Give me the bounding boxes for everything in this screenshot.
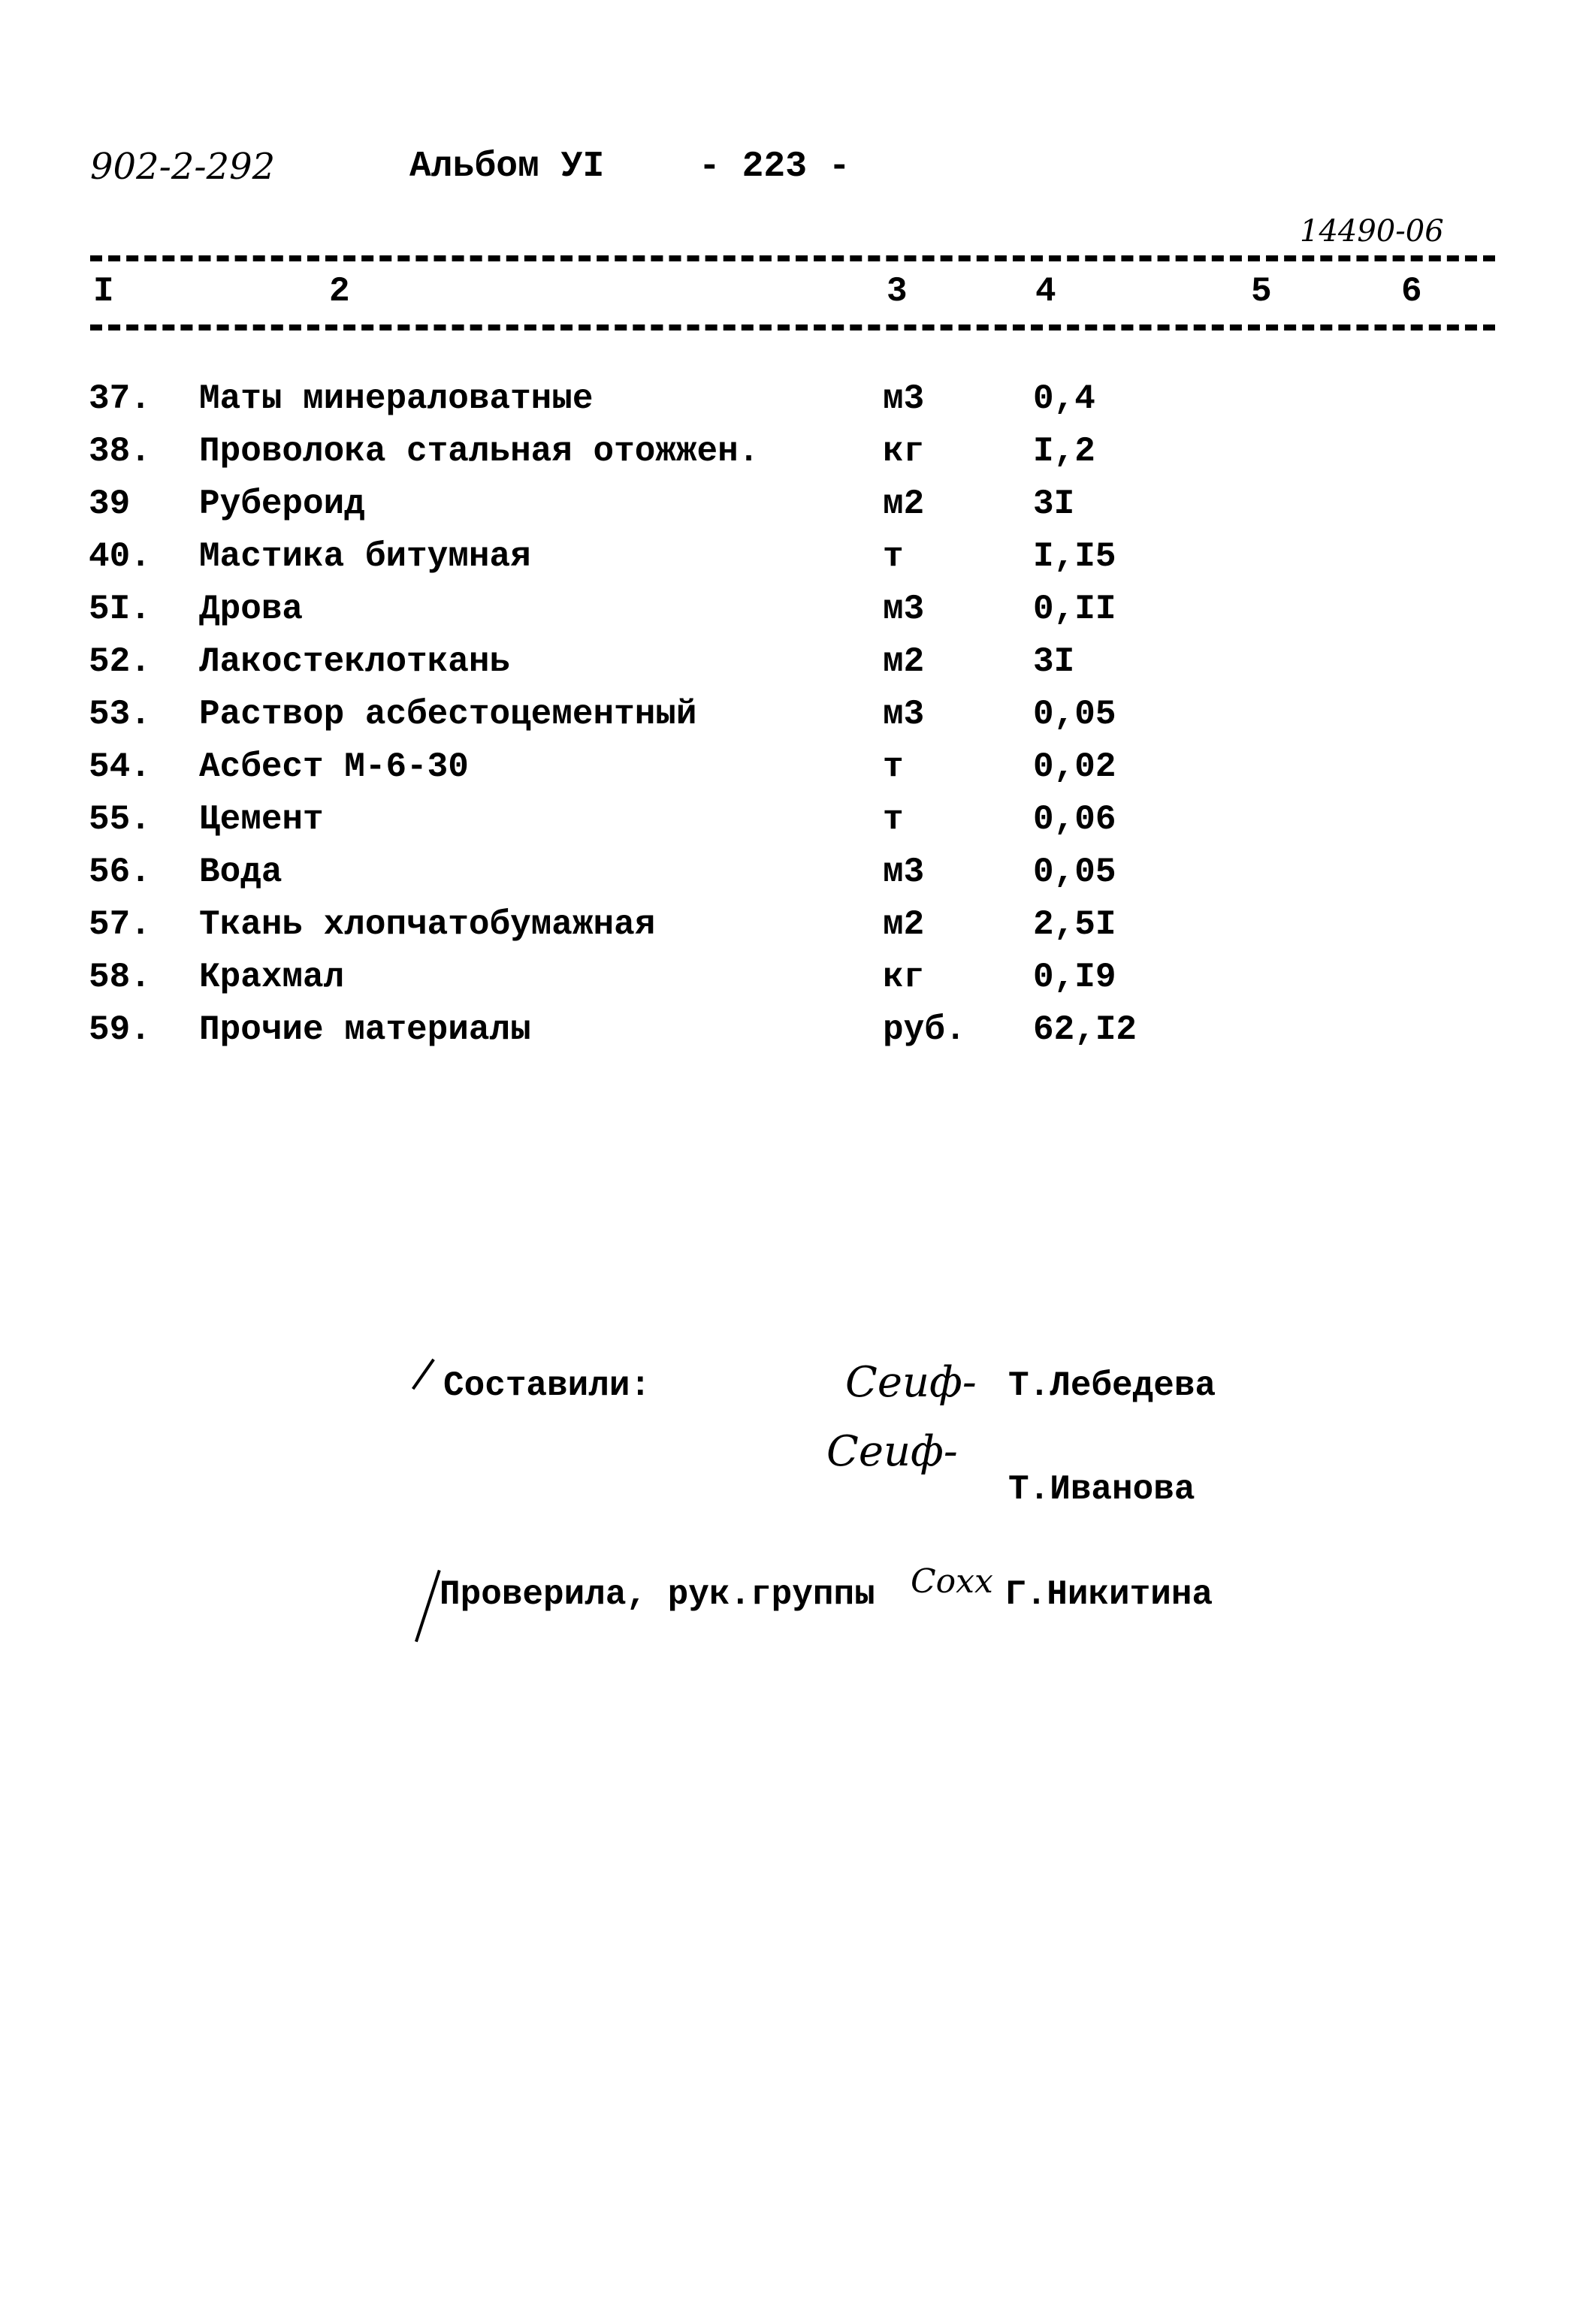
compiled-by-name: Т.Иванова bbox=[1008, 1470, 1195, 1509]
checked-label: Проверила, рук.группы bbox=[440, 1575, 875, 1614]
quantity: 0,05 bbox=[1033, 695, 1116, 734]
row-number: 56. bbox=[89, 853, 151, 892]
table-row bbox=[0, 432, 1580, 484]
table-row bbox=[0, 1010, 1580, 1063]
signature-mark: Сеиф- bbox=[845, 1358, 977, 1407]
table-row bbox=[0, 537, 1580, 590]
unit: м3 bbox=[883, 695, 925, 734]
check-mark-icon bbox=[412, 1359, 435, 1390]
compiled-label: Составили: bbox=[443, 1366, 651, 1405]
row-number: 59. bbox=[89, 1010, 151, 1049]
row-number: 57. bbox=[89, 905, 151, 944]
unit: кг bbox=[883, 432, 925, 471]
quantity: 0,06 bbox=[1033, 800, 1116, 839]
material-name: Дрова bbox=[199, 590, 304, 629]
quantity: 3I bbox=[1033, 642, 1075, 681]
signature-mark: Сохх bbox=[911, 1562, 993, 1601]
material-name: Прочие материалы bbox=[199, 1010, 531, 1049]
row-number: 5I. bbox=[89, 590, 151, 629]
material-name: Ткань хлопчатобумажная bbox=[199, 905, 656, 944]
table-row bbox=[0, 905, 1580, 958]
unit: т bbox=[883, 747, 904, 786]
material-name: Маты минераловатные bbox=[199, 379, 594, 418]
quantity: I,I5 bbox=[1033, 537, 1116, 576]
quantity: 0,02 bbox=[1033, 747, 1116, 786]
table-row bbox=[0, 853, 1580, 905]
checked-by-name: Г.Никитина bbox=[1005, 1575, 1213, 1614]
unit: м2 bbox=[883, 905, 925, 944]
quantity: 0,4 bbox=[1033, 379, 1095, 418]
compiled-by-name: Т.Лебедева bbox=[1008, 1366, 1216, 1405]
table-row bbox=[0, 484, 1580, 537]
quantity: 2,5I bbox=[1033, 905, 1116, 944]
material-name: Раствор асбестоцементный bbox=[199, 695, 697, 734]
table-header-rule bbox=[90, 324, 1495, 330]
quantity: 3I bbox=[1033, 484, 1075, 524]
page-number: - 223 - bbox=[699, 146, 850, 187]
table-row bbox=[0, 800, 1580, 853]
column-header-4: 4 bbox=[1035, 272, 1056, 311]
material-name: Цемент bbox=[199, 800, 324, 839]
row-number: 53. bbox=[89, 695, 151, 734]
table-row bbox=[0, 590, 1580, 642]
quantity: 0,05 bbox=[1033, 853, 1116, 892]
document-code: 902-2-292 bbox=[90, 146, 276, 188]
column-header-2: 2 bbox=[329, 272, 350, 311]
unit: м3 bbox=[883, 379, 925, 418]
signature-mark: Сеиф- bbox=[826, 1427, 958, 1476]
column-header-1: I bbox=[93, 272, 114, 311]
check-mark-icon bbox=[415, 1570, 441, 1642]
quantity: 0,I9 bbox=[1033, 958, 1116, 997]
quantity: 62,I2 bbox=[1033, 1010, 1137, 1049]
row-number: 40. bbox=[89, 537, 151, 576]
row-number: 37. bbox=[89, 379, 151, 418]
material-name: Мастика битумная bbox=[199, 537, 531, 576]
row-number: 38. bbox=[89, 432, 151, 471]
material-name: Вода bbox=[199, 853, 282, 892]
row-number: 54. bbox=[89, 747, 151, 786]
table-row bbox=[0, 379, 1580, 432]
unit: руб. bbox=[883, 1010, 966, 1049]
material-name: Асбест М-6-30 bbox=[199, 747, 469, 786]
table-row bbox=[0, 747, 1580, 800]
table-row bbox=[0, 695, 1580, 747]
unit: м3 bbox=[883, 853, 925, 892]
table-row bbox=[0, 958, 1580, 1010]
unit: т bbox=[883, 537, 904, 576]
unit: м2 bbox=[883, 642, 925, 681]
unit: м3 bbox=[883, 590, 925, 629]
row-number: 58. bbox=[89, 958, 151, 997]
unit: т bbox=[883, 800, 904, 839]
material-name: Лакостеклоткань bbox=[199, 642, 511, 681]
unit: кг bbox=[883, 958, 925, 997]
column-header-3: 3 bbox=[887, 272, 908, 311]
material-name: Рубероид bbox=[199, 484, 365, 524]
material-name: Крахмал bbox=[199, 958, 345, 997]
archive-stamp: 14490-06 bbox=[1300, 214, 1444, 249]
quantity: 0,II bbox=[1033, 590, 1116, 629]
table-top-rule bbox=[90, 255, 1495, 261]
unit: м2 bbox=[883, 484, 925, 524]
column-header-6: 6 bbox=[1401, 272, 1422, 311]
row-number: 39 bbox=[89, 484, 131, 524]
material-name: Проволока стальная отожжен. bbox=[199, 432, 760, 471]
row-number: 52. bbox=[89, 642, 151, 681]
album-label: Альбом УI bbox=[409, 146, 605, 187]
row-number: 55. bbox=[89, 800, 151, 839]
quantity: I,2 bbox=[1033, 432, 1095, 471]
column-header-5: 5 bbox=[1251, 272, 1272, 311]
table-row bbox=[0, 642, 1580, 695]
